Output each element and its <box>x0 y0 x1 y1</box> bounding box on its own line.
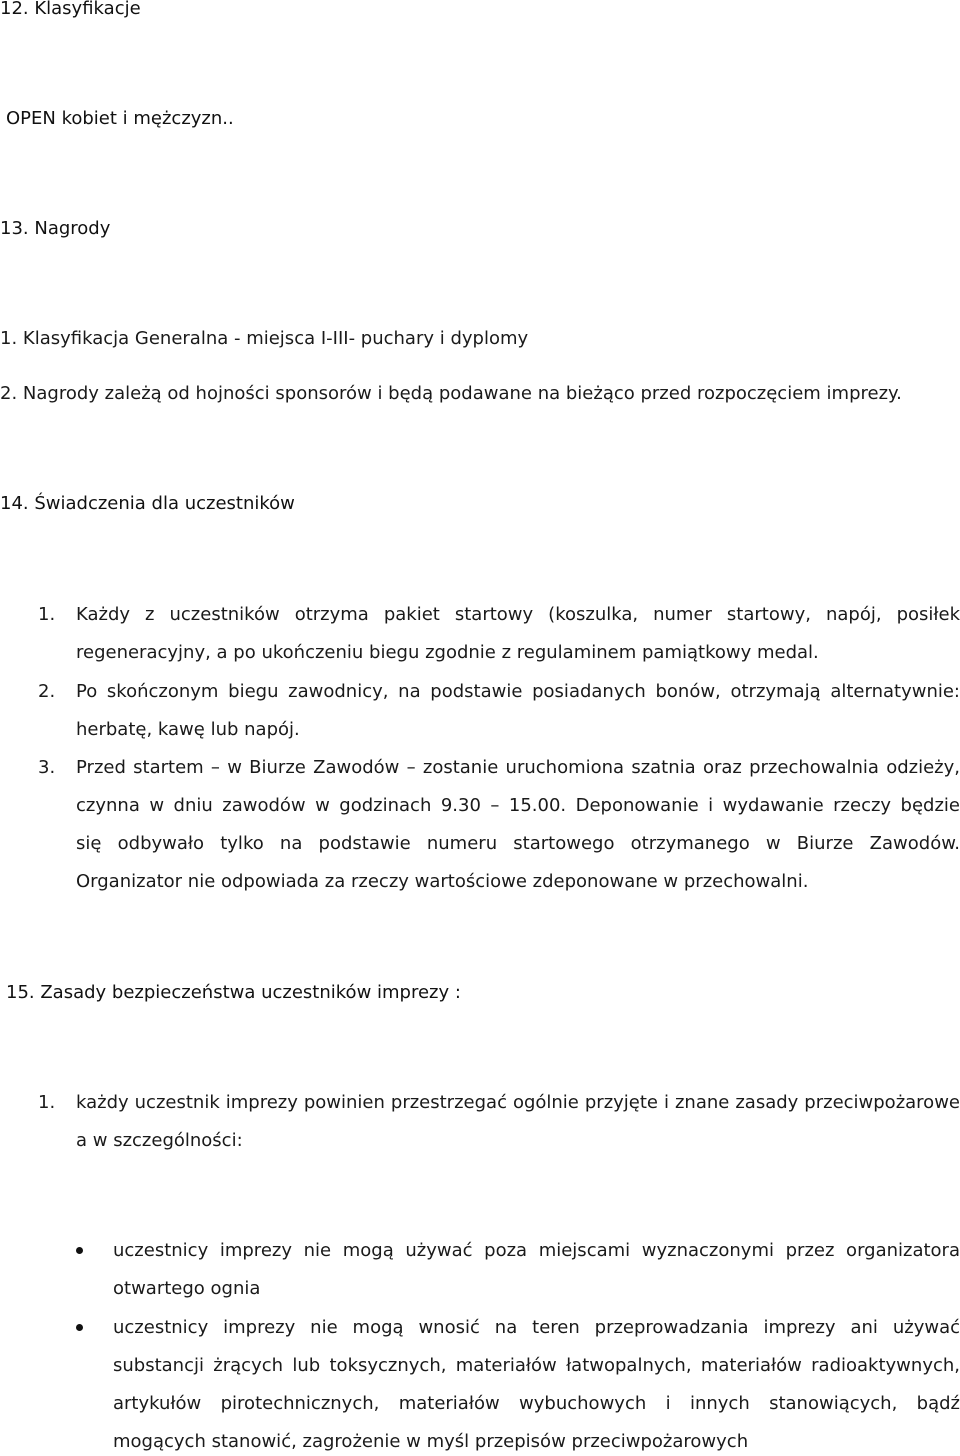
section-13-item-2: 2. Nagrody zależą od hojności sponsorów i będą podawane na bieżąco przed rozpoczęciem imprezy. <box>0 383 902 404</box>
section-14-item-2-number: 2. <box>38 681 56 702</box>
bullet-1-dot <box>76 1247 83 1254</box>
section-15-item-1-line-1: każdy uczestnik imprezy powinien przestrzegać ogólnie przyjęte i znane zasady przeciwpożarowe <box>76 1092 960 1113</box>
section-13-item-1: 1. Klasyfikacja Generalna - miejsca I-III- puchary i dyplomy <box>0 328 529 349</box>
section-14-item-3-line-3: się odbywało tylko na podstawie numeru startowego otrzymanego w Biurze Zawodów. <box>76 833 960 854</box>
section-12-text: OPEN kobiet i mężczyzn.. <box>6 108 234 129</box>
section-15-item-1-number: 1. <box>38 1092 56 1113</box>
section-15-item-1-line-2: a w szczególności: <box>76 1130 243 1151</box>
bullet-2-line-4: mogących stanowić, zagrożenie w myśl przepisów przeciwpożarowych <box>113 1431 749 1452</box>
bullet-2-line-2: substancji żrących lub toksycznych, materiałów łatwopalnych, materiałów radioaktywnych, <box>113 1355 960 1376</box>
section-14-item-3-number: 3. <box>38 757 56 778</box>
bullet-2-dot <box>76 1324 83 1331</box>
bullet-1-line-1: uczestnicy imprezy nie mogą używać poza miejscami wyznaczonymi przez organizatora <box>113 1240 960 1261</box>
bullet-1-line-2: otwartego ognia <box>113 1278 261 1299</box>
section-12-heading: 12. Klasyfikacje <box>0 0 141 19</box>
section-14-item-2-line-1: Po skończonym biegu zawodnicy, na podstawie posiadanych bonów, otrzymają alternatywnie: <box>76 681 960 702</box>
section-14-heading: 14. Świadczenia dla uczestników <box>0 493 295 514</box>
section-13-heading: 13. Nagrody <box>0 218 111 239</box>
section-14-item-1-number: 1. <box>38 604 56 625</box>
section-14-item-3-line-1: Przed startem – w Biurze Zawodów – zostanie uruchomiona szatnia oraz przechowalnia odzieży, <box>76 757 960 778</box>
section-14-item-2-line-2: herbatę, kawę lub napój. <box>76 719 300 740</box>
section-15-heading: 15. Zasady bezpieczeństwa uczestników imprezy : <box>6 982 461 1003</box>
bullet-2-line-3: artykułów pirotechnicznych, materiałów wybuchowych i innych stanowiących, bądź <box>113 1393 960 1414</box>
section-14-item-1-line-1: Każdy z uczestników otrzyma pakiet startowy (koszulka, numer startowy, napój, posiłek <box>76 604 960 625</box>
section-14-item-1-line-2: regeneracyjny, a po ukończeniu biegu zgodnie z regulaminem pamiątkowy medal. <box>76 642 819 663</box>
bullet-2-line-1: uczestnicy imprezy nie mogą wnosić na teren przeprowadzania imprezy ani używać <box>113 1317 960 1338</box>
section-14-item-3-line-2: czynna w dniu zawodów w godzinach 9.30 – 15.00. Deponowanie i wydawanie rzeczy będzie <box>76 795 960 816</box>
section-14-item-3-line-4: Organizator nie odpowiada za rzeczy wartościowe zdeponowane w przechowalni. <box>76 871 809 892</box>
